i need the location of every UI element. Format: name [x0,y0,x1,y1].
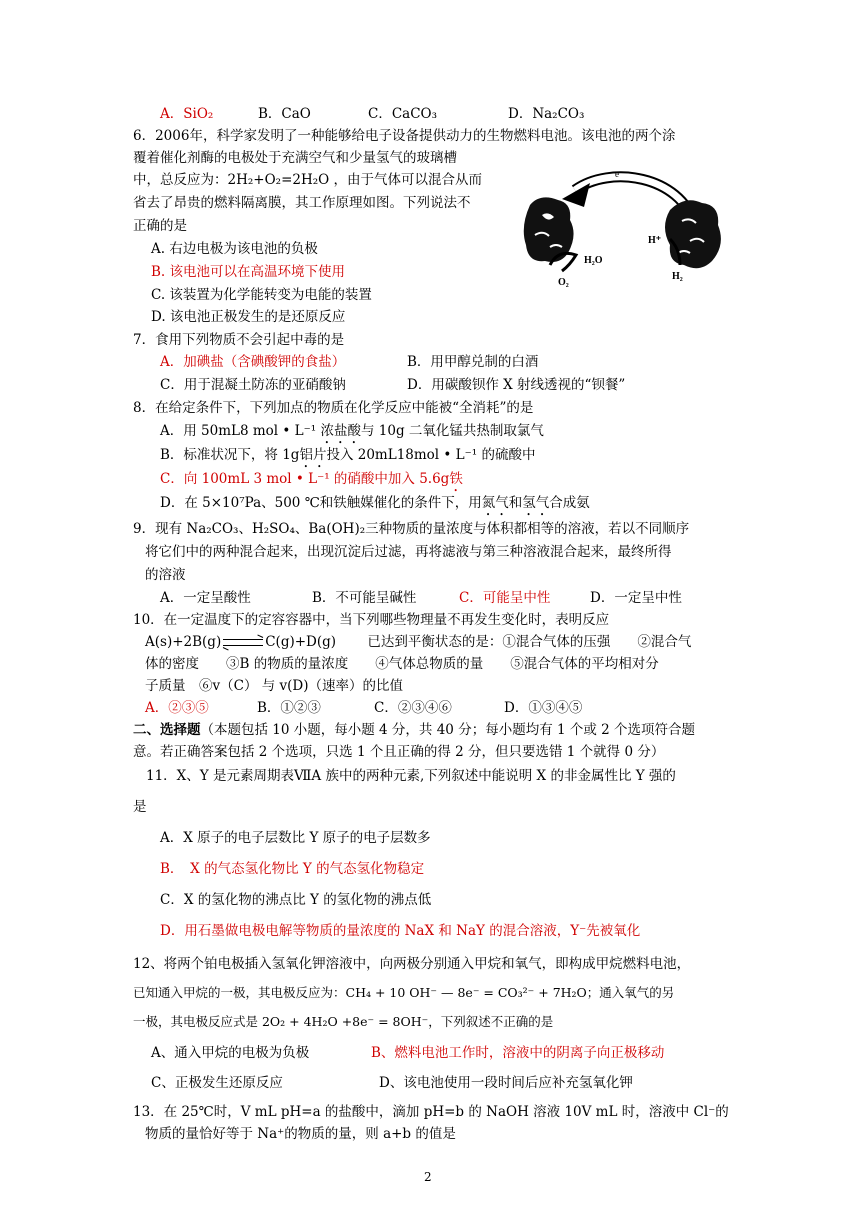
q10-stem-line2-rest: 已达到平衡状态的是：①混合气体的压强 ②混合气 [367,634,692,650]
q10-stem-line2 [145,632,691,652]
q5-option-b: B．CaO [258,106,311,122]
q7-option-b: B．用甲醇兑制的白酒 [407,354,539,370]
q7-option-c: C．用于混凝土防冻的亚硝酸钠 [160,377,346,393]
q8-a-text1: A．用 50mL8 mol • L⁻¹ [160,423,317,439]
section2-desc-line2: 意。若正确答案包括 2 个选项，只选 1 个且正确的得 2 分，但只要选错 1 个就得 0 分） [133,744,665,760]
q12-option-d: D、该电池使用一段时间后应补充氢氧化钾 [379,1075,633,1091]
q9-option-c: C．可能呈中性 [459,590,551,606]
q13-stem-line2: 物质的量恰好等于 Na⁺的物质的量，则 a+b 的值是 [145,1126,456,1142]
q7-option-a: A．加碘盐（含碘酸钾的食盐） [160,354,346,370]
q5-option-d: D．Na₂CO₃ [508,106,585,122]
q12-stem-line3: 一极，其电极反应式是 2O₂ + 4H₂O +8e⁻ = 8OH⁻，下列叙述不正确的是 [133,1014,554,1029]
q12-stem-line2: 已知通入甲烷的一极，其电极反应为：CH₄ + 10 OH⁻ — 8e⁻ = CO₃²⁻ + 7H₂O；通入氧气的另 [133,985,675,1000]
q12-stem-line1: 12、将两个铂电极插入氢氧化钾溶液中，向两极分别通入甲烷和氧气，即构成甲烷燃料电池， [133,956,691,972]
q9-option-b: B．不可能呈碱性 [312,590,417,606]
q6-stem-line2: 覆着催化剂酶的电极处于充满空气和少量氢气的玻璃槽 [133,150,457,166]
q9-stem-line1: 9．现有 Na₂CO₃、H₂SO₄、Ba(OH)₂三种物质的量浓度与体积都相等的溶液，若以不同顺序 [133,521,690,537]
q8-option-b [160,445,535,471]
q11-stem-line1: 11．X、Y 是元素周期表ⅦA 族中的两种元素,下列叙述中能说明 X 的非金属性比 Y 强的 [146,768,676,784]
q8-a-text2: 与 10g 二氧化锰共热制取氯气 [360,423,544,439]
q8-b-text2: 投入 20mL18mol • L⁻¹ 的硫酸中 [326,447,536,463]
q6-option-a: A. 右边电极为该电池的负极 [151,241,318,257]
q7-options-row2 [160,375,625,395]
q10-option-a: A．②③⑤ [145,700,209,716]
oxygen-label: O₂ [558,277,569,288]
page-number: 2 [424,1170,432,1184]
q10-stem-line4: 子质量 ⑥v（C） 与 v(D)（速率）的比值 [145,678,404,694]
q7-stem: 7．食用下列物质不会引起中毒的是 [133,332,345,348]
section2-header [133,720,695,740]
q10-option-c: C．②③④⑥ [374,700,452,716]
q8-c-text1: C．向 100mL 3 mol • L⁻¹ 的硝酸中加入 5.6g [160,471,450,487]
q10-stem-line1: 10．在一定温度下的定容容器中，当下列哪些物理量不再发生变化时，表明反应 [133,612,610,628]
q13-stem-line1: 13．在 25℃时，V mL pH=a 的盐酸中，滴加 pH=b 的 NaOH 溶液 10V mL 时，溶液中 Cl⁻的 [133,1104,729,1120]
q9-options [160,588,682,608]
q11-option-a: A．X 原子的电子层数比 Y 原子的电子层数多 [160,830,431,846]
q8-b-dotted: 铝片 [299,447,327,463]
q11-option-d [160,921,640,941]
q7-options-row1 [160,352,538,372]
q6-stem-line3: 中，总反应为：2H₂+O₂=2H₂O ，由于气体可以混合从而 [133,172,483,188]
q8-d-text2: 和 [508,495,523,511]
q11-option-c: C．X 的氢化物的沸点比 Y 的氢化物的沸点低 [160,892,432,908]
q8-c-dotted: 铁 [449,471,463,487]
q10-equation-right: C(g)+D(g) [265,634,337,650]
q10-stem-line3: 体的密度 ③B 的物质的量浓度 ④气体总物质的量 ⑤混合气体的平均相对分 [145,656,659,672]
q9-option-d: D．一定呈中性 [590,590,682,606]
q6-option-d: D. 该电池正极发生的是还原反应 [151,309,346,325]
hydrogen-label: H₂ [672,271,683,282]
q10-equation-left: A(s)+2B(g) [145,634,222,650]
q11-option-d-text: D．用石墨做电极电解等物质的量浓度的 NaX 和 NaY 的混合溶液，Y⁻先被氧化 [160,923,641,939]
q6-option-c: C. 该装置为化学能转变为电能的装置 [151,287,372,303]
q12-options-row1 [151,1043,664,1063]
q6-stem-line1: 6．2006年，科学家发明了一种能够给电子设备提供动力的生物燃料电池。该电池的两个涂 [133,128,676,144]
q11-option-b-text: B． X 的气态氢化物比 Y 的气态氢化物稳定 [160,861,425,877]
q5-options [160,104,584,124]
h-plus-label: H⁺ [648,235,662,246]
q6-stem-line4: 省去了昂贵的燃料隔离膜，其工作原理如图。下列说法不 [133,195,471,211]
q6-option-b: B. 该电池可以在高温环境下使用 [151,264,346,280]
q8-stem: 8．在给定条件下，下列加点的物质在化学反应中能被“全消耗”的是 [133,400,534,416]
q9-option-a: A．一定呈酸性 [160,590,251,606]
right-electrode [665,200,721,268]
q8-a-dotted: 浓盐酸 [320,423,361,439]
q9-stem-line3: 的溶液 [145,567,186,583]
electron-label: e⁻ [615,169,624,179]
q5-option-a: A．SiO₂ [160,106,214,122]
q12-options-row2 [151,1073,633,1093]
q10-options [145,698,582,718]
q8-b-text1: B．标准状况下，将 1g [160,447,300,463]
equilibrium-arrow-icon [223,637,263,649]
q11-option-b [160,859,424,879]
q8-d-text1: D．在 5×10⁷Pa、500 ℃和铁触媒催化的条件下，用 [160,495,482,511]
q8-d-dotted2: 氢气 [522,495,550,511]
q10-option-b: B．①②③ [257,700,321,716]
q12-option-b: B、燃料电池工作时，溶液中的阴离子向正极移动 [371,1045,665,1061]
q8-option-d [160,493,590,519]
q10-option-d: D．①③④⑤ [504,700,583,716]
q8-option-c [160,469,463,495]
q12-option-c: C、正极发生还原反应 [151,1075,283,1091]
q12-option-a: A、通入甲烷的电极为负极 [151,1045,310,1061]
water-label: H₂O [584,255,603,266]
q11-stem-line2: 是 [133,799,147,815]
section2-desc-line1: （本题包括 10 小题，每小题 4 分，共 40 分；每小题均有 1 个或 2 个选项符合题 [200,722,696,738]
section2-title: 二、选择题 [133,722,201,738]
q7-option-d: D．用碳酸钡作 X 射线透视的“钡餐” [407,377,626,393]
q9-stem-line2: 将它们中的两种混合起来，出现沉淀后过滤，再将滤液与第三种溶液混合起来，最终所得 [145,544,672,560]
q6-stem-line5: 正确的是 [133,218,187,234]
fuel-cell-figure [520,165,732,295]
q8-option-a [160,421,544,447]
q8-d-dotted1: 氮气 [481,495,509,511]
q8-d-text3: 合成氨 [549,495,590,511]
q5-option-c: C．CaCO₃ [368,106,438,122]
